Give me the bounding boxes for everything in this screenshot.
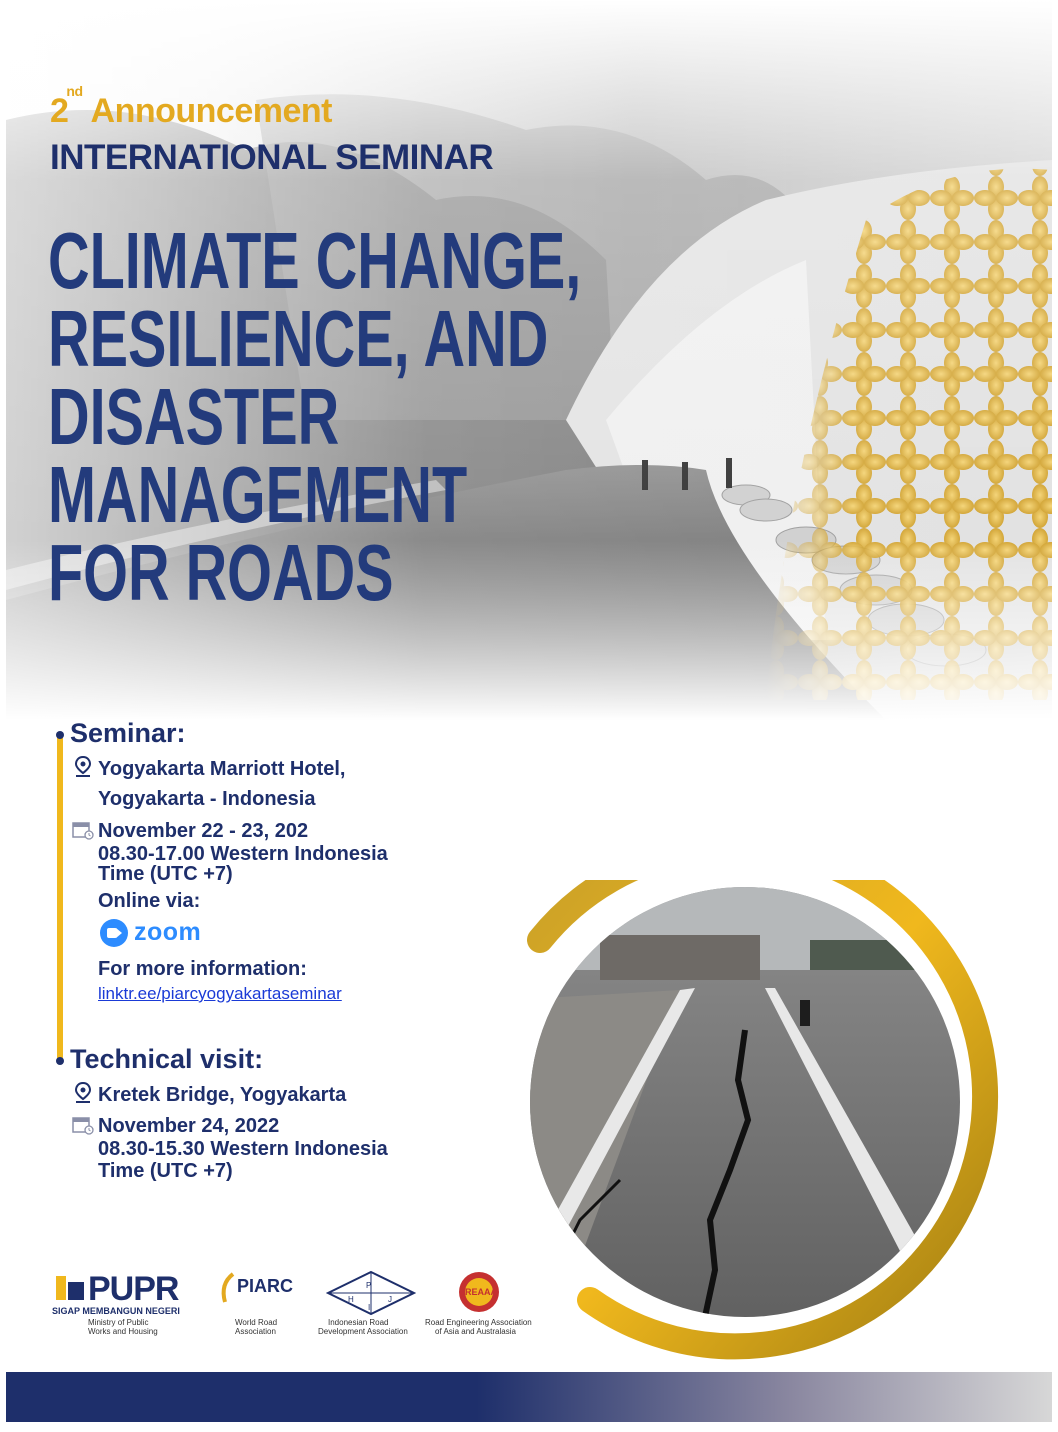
svg-text:H: H [348,1295,354,1304]
announcement-word: Announcement [90,92,332,130]
seminar-venue-line1: Yogyakarta Marriott Hotel, [98,758,346,780]
title-line: DISASTER [48,372,340,461]
partner-logos [50,1268,570,1358]
info-label: For more information: [98,958,307,980]
technical-visit-venue: Kretek Bridge, Yogyakarta [98,1084,347,1106]
online-label: Online via: [98,890,201,912]
timeline-dot [56,731,64,739]
page-title [48,216,582,617]
reaaa-caption-line1: Road Engineering Association [425,1318,532,1327]
reaaa-caption-line2: of Asia and Australasia [435,1327,516,1336]
hpji-logo [318,1268,428,1348]
announcement-number: 2 [50,92,69,130]
seminar-time-line1: 08.30-17.00 Western Indonesia [98,843,388,865]
timeline-dot [56,1057,64,1065]
svg-text:P: P [366,1281,372,1290]
cracked-road-image [510,880,1040,1380]
hpji-emblem-icon [326,1270,416,1316]
announcement-ordinal: nd [66,82,83,99]
svg-text:I: I [368,1303,371,1312]
pupr-caption-line1: Ministry of Public [88,1318,149,1327]
svg-text:J: J [388,1295,392,1304]
hpji-caption-line1: Indonesian Road [328,1318,389,1327]
pupr-emblem-icon [54,1272,88,1306]
seminar-type: INTERNATIONAL SEMINAR [50,138,494,177]
technical-visit-date: November 24, 2022 [98,1115,280,1137]
zoom-camera-icon [100,919,128,947]
zoom-logo [100,918,201,947]
reaaa-name: REAAA [465,1287,498,1297]
hpji-caption-line2: Development Association [318,1327,408,1336]
footer-bar [6,1372,1052,1422]
location-pin-icon [74,756,92,778]
title-line: FOR ROADS [48,528,394,617]
title-line: CLIMATE CHANGE, [48,216,582,305]
technical-visit-time-line2: Time (UTC +7) [98,1160,233,1182]
cracked-road-photo-frame [510,880,1040,1385]
piarc-caption-line1: World Road [235,1318,278,1327]
piarc-logo [215,1268,295,1348]
pupr-name: PUPR [88,1270,179,1308]
calendar-icon [72,820,94,840]
pupr-logo [50,1268,210,1348]
piarc-name: PIARC [237,1276,294,1296]
info-link[interactable]: linktr.ee/piarcyogyakartaseminar [98,984,342,1003]
location-pin-icon [74,1082,92,1104]
technical-visit-heading: Technical visit: [70,1044,264,1074]
reaaa-logo [425,1268,570,1348]
technical-visit-time-line1: 08.30-15.30 Western Indonesia [98,1138,388,1160]
title-line: MANAGEMENT [48,450,468,539]
seminar-venue-line2: Yogyakarta - Indonesia [98,788,316,810]
reaaa-emblem-icon [457,1270,501,1314]
calendar-icon [72,1115,94,1135]
announcement-label [50,82,332,131]
seminar-date: November 22 - 23, 202 [98,820,309,842]
seminar-time-line2: Time (UTC +7) [98,863,233,885]
pupr-caption-line2: Works and Housing [88,1327,158,1336]
pupr-tagline: SIGAP MEMBANGUN NEGERI [52,1306,180,1316]
title-line: RESILIENCE, AND [48,294,549,383]
timeline-line [57,738,63,1058]
piarc-caption-line2: Association [235,1327,276,1336]
seminar-heading: Seminar: [70,718,186,748]
zoom-label: zoom [134,918,202,946]
